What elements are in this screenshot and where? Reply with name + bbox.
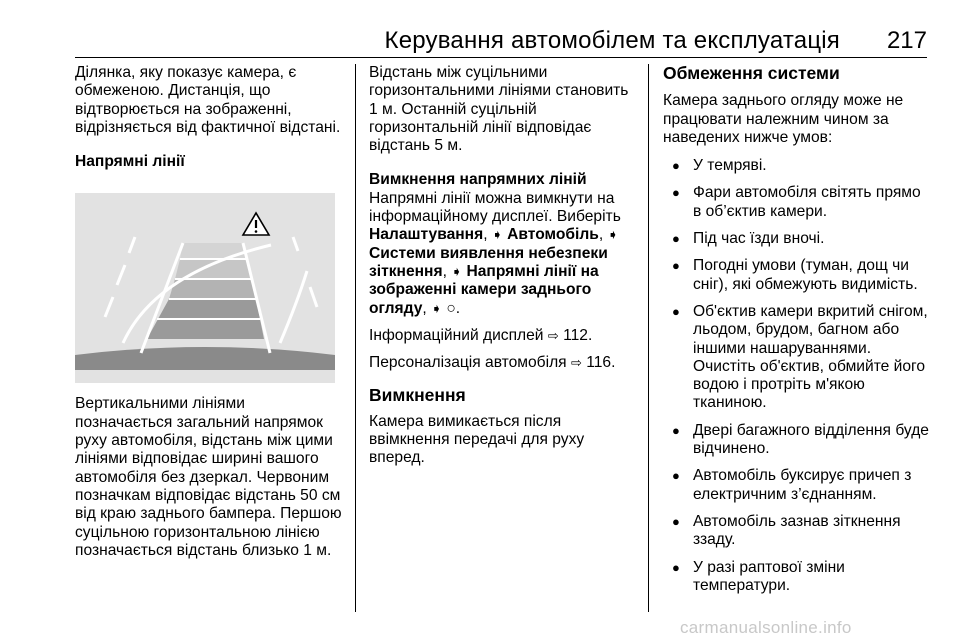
reference-personalization: Персоналізація автомобіля ⇨ 116. [369,354,616,372]
switch-off-text: Камера вимикається після ввімкнення передачі для руху вперед. [369,412,585,467]
limitations-intro: Камера заднього огляду може не працювати належним чином за наведених нижче умов: [663,92,904,146]
bullet-icon: ● [672,303,680,319]
page-reference-icon: ⇨ [570,355,582,371]
list-item: ● Двері багажного відділення буде відчинено. [672,421,929,458]
page-number: 217 [886,27,927,54]
list-item: ● Об'єктив камери вкритий снігом, льодом, брудом, багном або іншими нашаруваннями. Очистіть об'єктив, обмийте його водою і протріть м'якою тканиною. [672,302,928,412]
warning-triangle-icon [243,213,269,235]
col1-guide-description: Вертикальними лініями позначається загальний напрямок руху автомобіля, відстань між цими лініями відповідає ширині вашого автомобіля без дзеркал. Червоним позначкам відповідає відстань 50 см від краю заднього бампера. Першою суцільною горизонтальною лінією позначається відстань близько 1 м. [75,395,342,559]
bullet-icon: ● [672,258,680,274]
heading-switch-off: Вимкнення [369,385,466,406]
lane-dash [293,237,298,251]
lane-dash [310,287,317,307]
lane-dash [105,297,113,317]
list-item: ● У разі раптової зміни температури. [672,558,845,594]
col2-distance-text: Відстань між суцільними горизонтальними лініями становить 1 м. Останній суцільній горизонтальній лінії відповідає відстань 5 м. [369,64,629,155]
toggle-off-icon: ○ [446,299,456,317]
column-2 [369,64,641,468]
list-item: ● Автомобіль зазнав зіткнення ззаду. [672,512,901,549]
bullet-icon: ● [672,559,680,575]
column-divider-1 [355,64,356,612]
col1-intro: Ділянка, яку показує камера, є обмеженою. Дистанція, що відтворюється на зображенні, відрізняється від фактичної відстані. [75,64,341,136]
page-reference-icon: ⇨ [547,327,559,343]
lane-dash [117,265,125,285]
list-item: ● Фари автомобіля світять прямо в об’єктив камери. [672,184,921,220]
page-header [0,0,960,62]
list-item: ● Погодні умови (туман, дощ чи сніг), які обмежують видимість. [672,257,918,293]
bullet-icon: ● [672,231,680,247]
lane-dash [129,237,135,253]
limitations-list [663,157,931,595]
reference-info-display: Інформаційний дисплей ⇨ 112. [369,326,593,344]
bullet-icon: ● [672,422,680,438]
header-rule [75,57,927,58]
page-title: Керування автомобілем та експлуатація [384,27,840,54]
list-item: ● У темряві. [672,157,767,175]
zone-mid [169,279,256,299]
bullet-icon: ● [672,513,680,529]
watermark: carmanualsonline.info [680,618,852,637]
column-1 [75,64,345,560]
menu-path-guide-lines: Напрямні лінії на зображенні камери заднього огляду [369,262,599,317]
trajectory-line-right [280,271,307,343]
list-item: ● Автомобіль буксирує причеп з електричним з’єднанням. [672,467,912,503]
disable-guide-lines-text: Напрямні лінії можна вимкнути на інформаційному дисплеї. Виберіть Налаштування, ➧ Автомобіль, ➧ Системи виявлення небезпеки зіткнення, ➧ Напрямні лінії на зображенні камери заднього огляду, ➧ ○. [369,189,621,317]
bullet-icon: ● [672,158,680,174]
menu-arrow-icon: ➧ [491,227,503,243]
bullet-icon: ● [672,185,680,201]
menu-arrow-icon: ➧ [607,227,619,243]
menu-path-settings: Налаштування [369,226,484,244]
zone-farthest [180,243,247,259]
bullet-icon: ● [672,468,680,484]
rear-bumper [75,347,335,370]
menu-path-collision-systems: Системи виявлення небезпеки зіткнення [369,244,608,280]
menu-arrow-icon: ➧ [431,300,442,316]
disable-guide-lines-intro: Напрямні лінії можна вимкнути на інформаційному дисплеї. Виберіть [369,189,621,226]
column-divider-2 [648,64,649,612]
camera-guide-lines-figure [75,193,335,383]
heading-disable-guide-lines: Вимкнення напрямних ліній [369,171,587,189]
camera-view-illustration [75,193,335,383]
column-3 [663,64,931,604]
heading-guide-lines: Напрямні лінії [75,153,185,171]
menu-arrow-icon: ➧ [451,263,463,279]
heading-system-limitations: Обмеження системи [663,63,840,83]
menu-path-vehicle: Автомобіль [507,226,599,244]
list-item: ● Під час їзди вночі. [672,230,825,248]
